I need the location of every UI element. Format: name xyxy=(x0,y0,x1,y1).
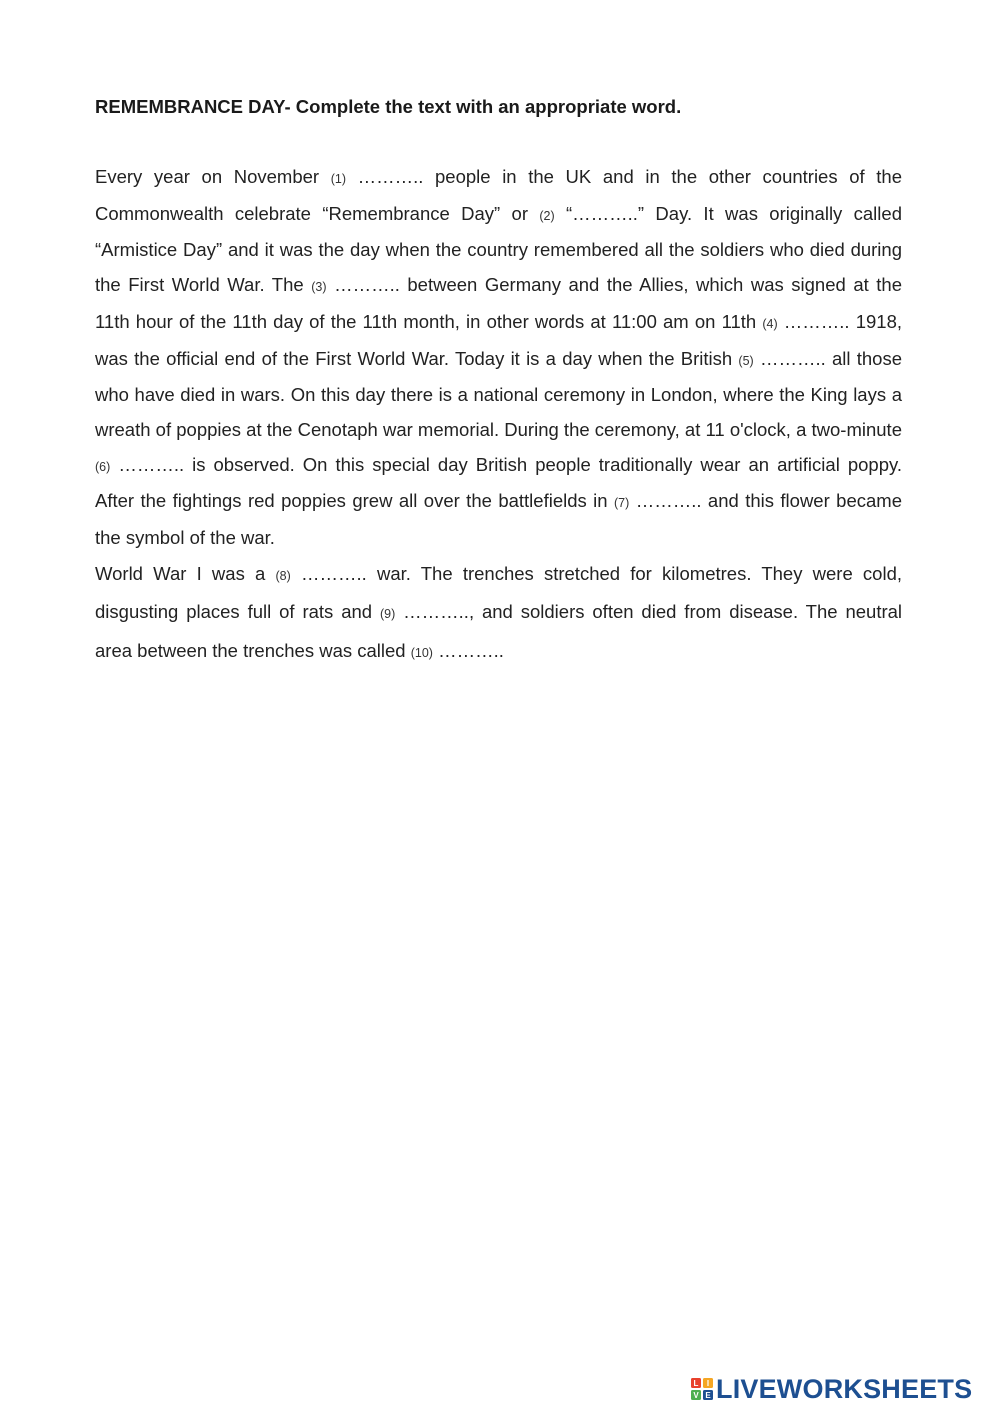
text-segment: war. The trenches stretched for kilometres. They were cold, disgusting places full of rats and xyxy=(95,562,903,623)
text-segment: “ xyxy=(554,202,573,224)
gap-blank-2[interactable]: ……….. xyxy=(572,202,638,224)
logo-letter-l: L xyxy=(693,1379,699,1388)
text-segment: , and soldiers often died from disease. The neutral area between the trenches was called xyxy=(95,601,903,661)
liveworksheets-logo xyxy=(691,1374,972,1404)
gap-number-10: (10) xyxy=(410,645,433,660)
gap-number-1: (1) xyxy=(330,172,346,186)
gap-number-8: (8) xyxy=(275,568,291,583)
text-segment: all those who have died in wars. On this day there is a national ceremony in London, where the King lays a wreath of poppies at the Cenotaph war memorial. During the ceremony, at 11 o'clock, a two-minute xyxy=(95,347,903,440)
gap-blank-1[interactable]: ……….. xyxy=(357,166,424,187)
text-segment: ” Day. It was originally called “Armistice Day” and it was the day when the country remembered all the soldiers who died during the First World War. The xyxy=(95,202,902,296)
gap-blank-6[interactable]: ……….. xyxy=(118,453,185,475)
text-segment: is observed. On this special day British people traditionally wear an artificial poppy. After the fightings red poppies grew all over the battlefields in xyxy=(95,453,903,512)
gap-blank-3[interactable]: ……….. xyxy=(334,274,400,296)
gap-blank-8[interactable]: ……….. xyxy=(300,562,367,584)
gap-blank-5[interactable]: ……….. xyxy=(759,347,826,369)
text-segment: between Germany and the Allies, which was signed at the 11th hour of the 11th day of the 11th month, in other words at 11:00 am on 11th xyxy=(95,274,902,332)
gap-number-4: (4) xyxy=(762,316,778,331)
text-segment: World War I was a xyxy=(95,562,276,584)
logo-wordmark: LIVEWORKSHEETS xyxy=(716,1374,973,1404)
text-segment: Every year on November xyxy=(95,166,331,187)
text-segment: people in the UK and in the other countries of the Commonwealth celebrate “Remembrance Day” or xyxy=(95,166,902,224)
worksheet-title: REMEMBRANCE DAY- Complete the text with an appropriate word. xyxy=(95,96,682,117)
paragraph-remembrance xyxy=(95,160,902,556)
paragraph-world-war xyxy=(95,556,902,672)
gap-number-7: (7) xyxy=(614,496,630,511)
worksheet-text xyxy=(95,160,902,671)
gap-blank-7[interactable]: ……….. xyxy=(635,490,702,512)
live-blocks-icon xyxy=(691,1378,713,1400)
gap-blank-10[interactable]: ……….. xyxy=(438,639,504,661)
text-segment: and this flower became the symbol of the war. xyxy=(95,490,902,549)
gap-number-2: (2) xyxy=(539,208,555,223)
logo-letter-e: E xyxy=(705,1391,711,1400)
gap-number-3: (3) xyxy=(311,280,327,295)
gap-blank-9[interactable]: ……….. xyxy=(403,601,469,623)
text-segment: 1918, was the official end of the First World War. Today it is a day when the British xyxy=(95,310,903,369)
logo-letter-i: I xyxy=(706,1379,710,1388)
logo-letter-v: V xyxy=(693,1391,699,1400)
gap-number-5: (5) xyxy=(738,353,754,368)
gap-number-9: (9) xyxy=(379,607,396,622)
gap-blank-4[interactable]: ……….. xyxy=(783,310,850,332)
gap-number-6: (6) xyxy=(95,459,111,474)
